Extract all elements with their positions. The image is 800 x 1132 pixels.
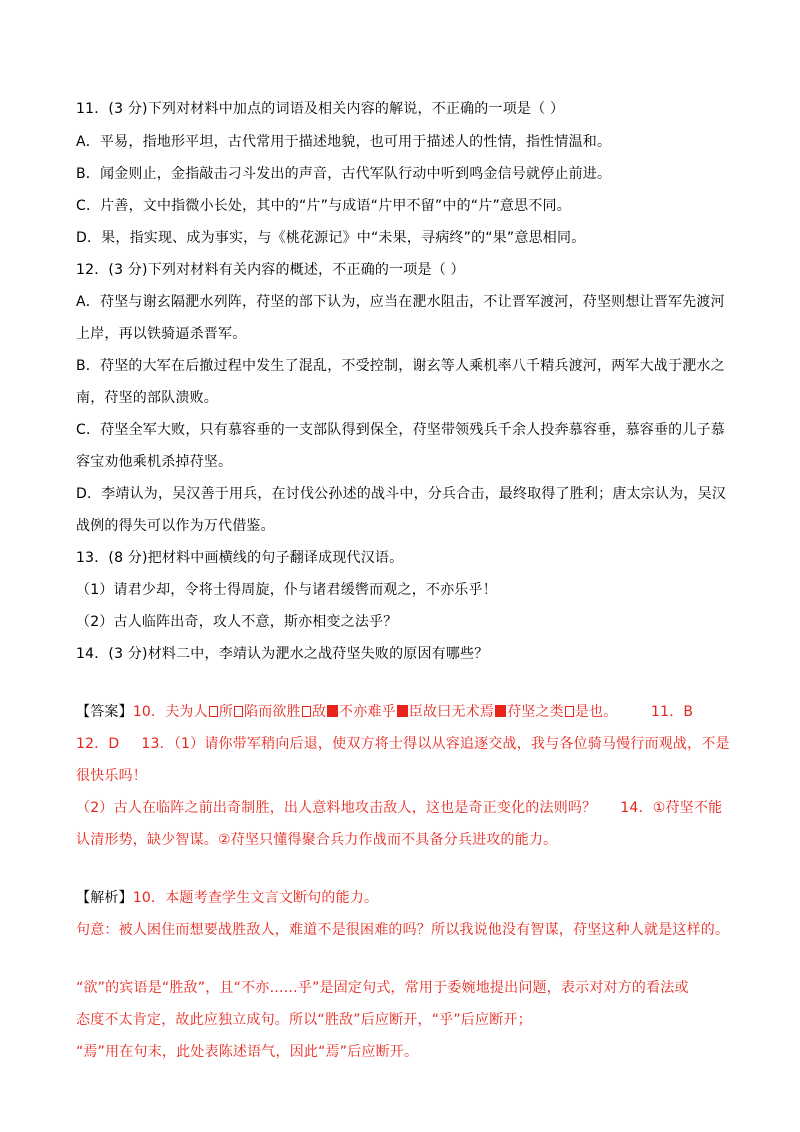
break-box-mark [302, 706, 311, 717]
analysis-line-3: “欲”的宾语是“胜敌”，且“不亦……乎”是固定句式，常用于委婉地提出问题，表示对对方的看法或 [76, 980, 689, 996]
q12-option-a-line1: A．苻坚与谢玄隔淝水列阵，苻坚的部下认为，应当在淝水阻击，不让晋军渡河，苻坚则想让晋军先渡河 [76, 294, 725, 310]
answer-q10-part6: 臣故曰无术焉 [408, 704, 495, 720]
answer-q10-part7: 苻坚之类 [507, 704, 564, 720]
answer-q10-part4: 敌 [311, 704, 327, 720]
answer-q14-line2: 认清形势，缺少智谋。②苻坚只懂得聚合兵力作战而不具备分兵进攻的能力。 [76, 832, 558, 848]
answer-q14-line1: 14．①苻坚不能 [620, 800, 723, 816]
answer-q10-part3: 陷而欲胜 [244, 704, 301, 720]
answer-line-2 [76, 733, 730, 753]
q11-option-c: C．片善，文中指微小长处，其中的“片”与成语“片甲不留”中的“片”意思不同。 [76, 198, 571, 214]
answer-q12: 12．D [76, 736, 120, 752]
q12-option-b-line1: B．苻坚的大军在后撤过程中发生了混乱，不受控制，谢玄等人乘机率八千精兵渡河，两军大战于淝水之 [76, 358, 725, 374]
break-filled-mark [327, 705, 338, 717]
answer-q13-line1: 13．（1）请你带军稍向后退，使双方将士得以从容追逐交战，我与各位骑马慢行而观战，不是 [141, 736, 730, 752]
q12-option-c-line2: 容宝劝他乘机杀掉苻坚。 [76, 454, 233, 470]
break-box-mark [209, 706, 218, 717]
answer-q10-part2: 所 [218, 704, 234, 720]
break-box-mark [565, 706, 574, 717]
answer-q13-line2: 很快乐吗！ [76, 768, 147, 784]
answer-q10-part8: 是也。 [574, 704, 618, 720]
q12-option-d-line2: 战例的得失可以作为万代借鉴。 [76, 518, 275, 534]
analysis-tag: 【解析】 [76, 890, 133, 906]
answer-tag: 【答案】 [76, 704, 133, 720]
analysis-line-4: 态度不太肯定，故此应独立成句。所以“胜敌”后应断开，“乎”后应断开； [76, 1012, 532, 1028]
analysis-line-1 [76, 887, 378, 907]
q11-option-a: A．平易，指地形平坦，古代常用于描述地貌，也可用于描述人的性情，指性情温和。 [76, 134, 612, 150]
answer-q10-part1: 10．夫为人 [132, 704, 208, 720]
q11-option-d: D．果，指实现、成为事实，与《桃花源记》中“未果，寻病终”的“果”意思相同。 [76, 230, 586, 246]
q12-option-d-line1: D．李靖认为，吴汉善于用兵，在讨伐公孙述的战斗中，分兵合击，最终取得了胜利；唐太宗认为，吴汉 [76, 486, 726, 502]
answer-line-4 [76, 797, 722, 817]
break-box-mark [234, 706, 243, 717]
q12-option-a-line2: 上岸，再以铁骑逼杀晋军。 [76, 326, 247, 342]
q13-sentence-2: （2）古人临阵出奇，攻人不意，斯亦相变之法乎？ [76, 614, 398, 630]
answer-q13-part2: （2）古人在临阵之前出奇制胜，出人意料地攻击敌人，这也是奇正变化的法则吗？ [76, 800, 597, 816]
q12-stem: 12．(3 分)下列对材料有关内容的概述，不正确的一项是（ ） [76, 262, 465, 278]
q14-stem: 14．(3 分)材料二中，李靖认为淝水之战苻坚失败的原因有哪些？ [76, 646, 489, 662]
q12-option-c-line1: C．苻坚全军大败，只有慕容垂的一支部队得到保全，苻坚带领残兵千余人投奔慕容垂，慕容垂的儿子慕 [76, 422, 725, 438]
analysis-q10-intro: 10．本题考查学生文言文断句的能力。 [132, 890, 379, 906]
q13-stem: 13．(8 分)把材料中画横线的句子翻译成现代汉语。 [76, 550, 404, 566]
q12-option-b-line2: 南，苻坚的部队溃败。 [76, 390, 218, 406]
q11-stem: 11．(3 分)下列对材料中加点的词语及相关内容的解说，不正确的一项是（ ） [76, 101, 565, 117]
analysis-line-5: “焉”用在句末，此处表陈述语气，因此“焉”后应断开。 [76, 1044, 419, 1060]
answer-q10-part5: 不亦难乎 [339, 704, 396, 720]
answer-line-1 [76, 701, 617, 721]
answer-q11: 11．B [651, 704, 694, 720]
break-filled-mark [495, 705, 506, 717]
break-filled-mark [397, 705, 408, 717]
analysis-meaning: 句意：被人困住而想要战胜敌人，难道不是很困难的吗？所以我说他没有智谋，苻坚这种人就是这样的。 [76, 922, 730, 938]
q11-option-b: B．闻金则止，金指敲击刁斗发出的声音，古代军队行动中听到鸣金信号就停止前进。 [76, 166, 612, 182]
q13-sentence-1: （1）请君少却，令将士得周旋，仆与诸君缓辔而观之，不亦乐乎！ [76, 582, 497, 598]
